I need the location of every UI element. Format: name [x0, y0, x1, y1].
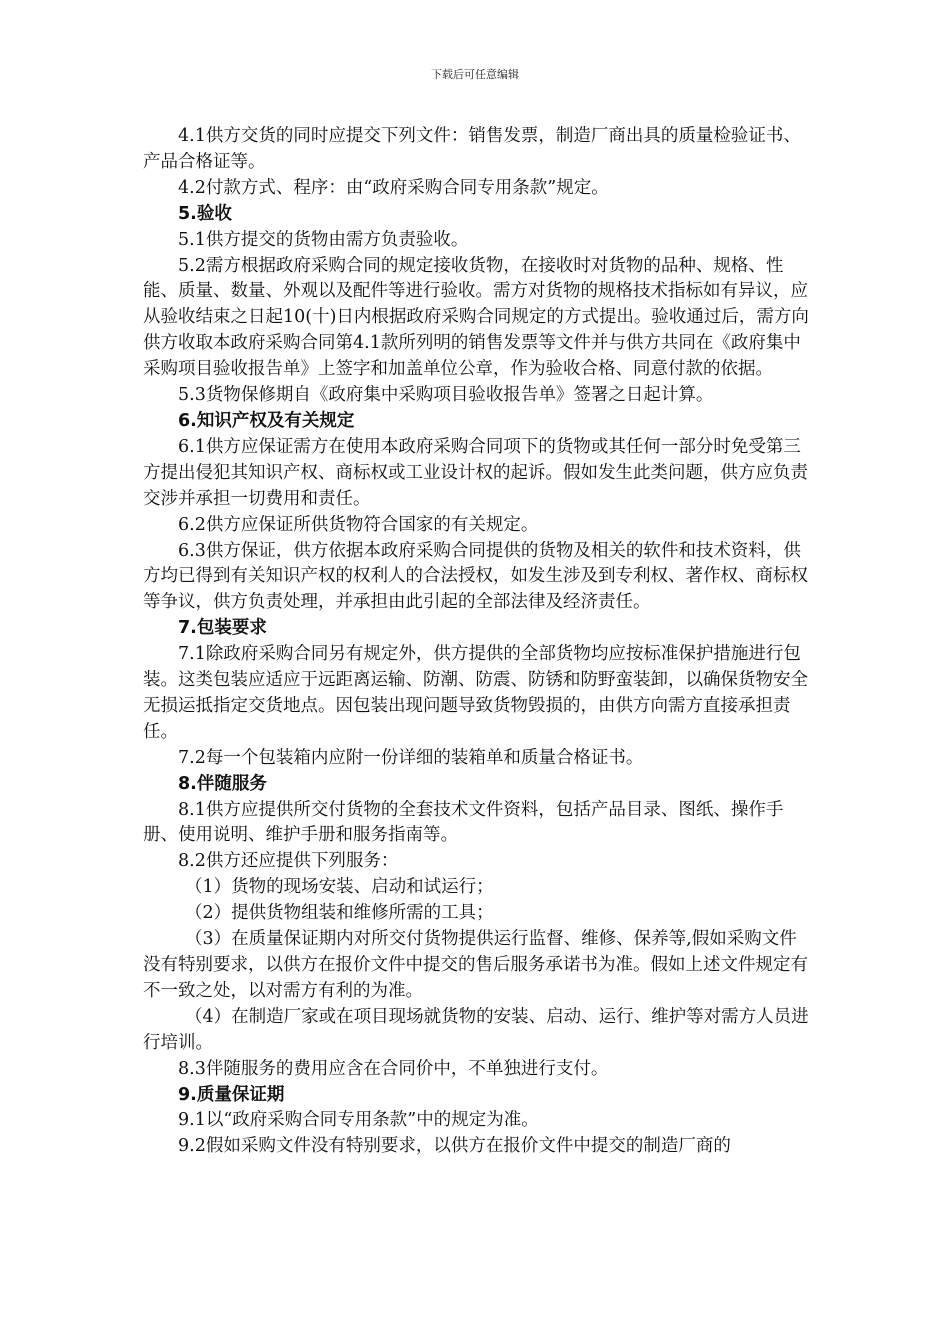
paragraph: 6.2供方应保证所供货物符合国家的有关规定。 — [178, 514, 539, 535]
paragraph: 4.1供方交货的同时应提交下列文件：销售发票，制造厂商出具的质量检验证书、产品合格证等。 — [143, 126, 801, 172]
list-item: （4）在制造厂家或在项目现场就货物的安装、启动、运行、维护等对需方人员进行培训。 — [143, 1006, 809, 1053]
paragraph: 6.1供方应保证需方在使用本政府采购合同项下的货物或其任何一部分时免受第三方提出侵犯其知识产权、商标权或工业设计权的起诉。假如发生此类问题，供方应负责交涉并承担一切费用和责任。 — [143, 436, 808, 509]
paragraph: 8.1供方应提供所交付货物的全套技术文件资料，包括产品目录、图纸、操作手册、使用说明、维护手册和服务指南等。 — [143, 799, 784, 846]
section-heading: 9.质量保证期 — [178, 1084, 285, 1105]
section-heading: 8.伴随服务 — [178, 773, 267, 794]
section-heading: 7.包装要求 — [178, 618, 267, 639]
page-header: 下载后可任意编辑 — [431, 68, 519, 81]
paragraph: 7.2每一个包装箱内应附一份详细的装箱单和质量合格证书。 — [178, 747, 644, 768]
paragraph: 4.2付款方式、程序：由“政府采购合同专用条款”规定。 — [178, 177, 609, 198]
paragraph: 6.3供方保证，供方依据本政府采购合同提供的货物及相关的软件和技术资料，供方均已得到有关知识产权的权利人的合法授权，如发生涉及到专利权、著作权、商标权等争议，供方负责处理，并承担由此引起的全部法律及经济责任。 — [143, 540, 808, 613]
paragraph: 8.2供方还应提供下列服务： — [178, 851, 399, 872]
document-body — [143, 124, 811, 1160]
list-item: （2）提供货物组装和维修所需的工具； — [185, 903, 494, 924]
section-heading: 6.知识产权及有关规定 — [178, 410, 355, 431]
paragraph: 5.1供方提交的货物由需方负责验收。 — [178, 229, 469, 250]
paragraph: 5.2需方根据政府采购合同的规定接收货物，在接收时对货物的品种、规格、性能、质量、数量、外观以及配件等进行验收。需方对货物的规格技术指标如有异议，应从验收结束之日起10(十)日内根据政府采购合同规定的方式提出。验收通过后，需方向供方收取本政府采购合同第4.1款所列明的销售发票等文件并与供方共同在《政府集中采购项目验收报告单》上签字和加盖单位公章，作为验收合格、同意付款的依据。 — [143, 255, 809, 380]
paragraph: 5.3货物保修期自《政府集中采购项目验收报告单》签署之日起计算。 — [178, 385, 714, 406]
paragraph: 9.2假如采购文件没有特别要求，以供方在报价文件中提交的制造厂商的 — [178, 1136, 731, 1157]
paragraph: 8.3伴随服务的费用应含在合同价中，不单独进行支付。 — [178, 1058, 609, 1079]
paragraph: 9.1以“政府采购合同专用条款”中的规定为准。 — [178, 1110, 539, 1131]
list-item: （3）在质量保证期内对所交付货物提供运行监督、维修、保养等,假如采购文件没有特别要求，以供方在报价文件中提交的售后服务承诺书为准。假如上述文件规定有不一致之处，以对需方有利的为准。 — [143, 929, 808, 1001]
paragraph: 7.1除政府采购合同另有规定外，供方提供的全部货物均应按标准保护措施进行包装。这类包装应适应于远距离运输、防潮、防震、防锈和防野蛮装卸，以确保货物安全无损运抵指定交货地点。因包装出现问题导致货物毁损的，由供方向需方直接承担责任。 — [143, 644, 808, 742]
list-item: （1）货物的现场安装、启动和试运行； — [185, 877, 494, 898]
section-heading: 5.验收 — [178, 203, 232, 224]
